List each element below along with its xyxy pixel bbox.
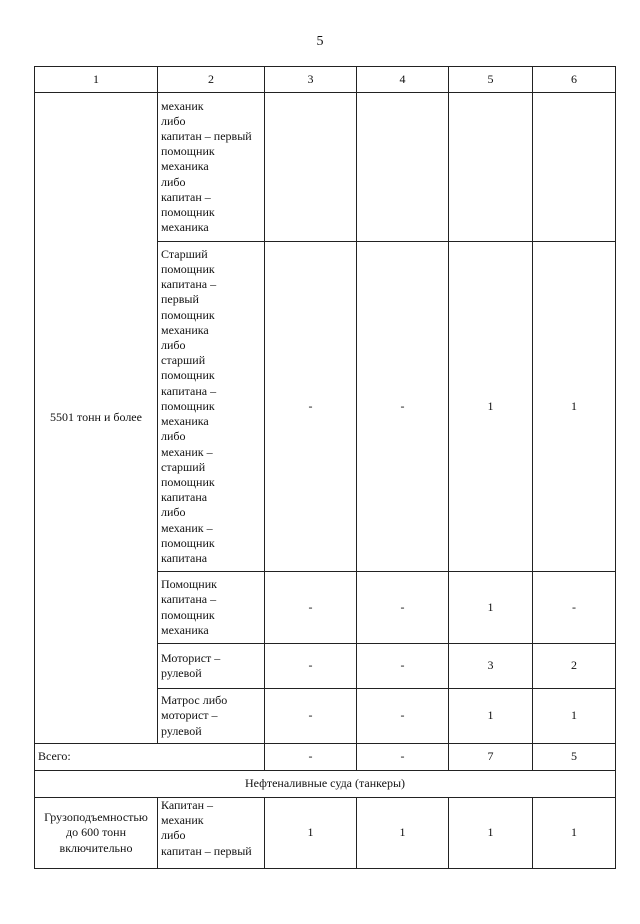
position-line: механик – <box>161 520 213 535</box>
position-line: механика <box>161 220 209 235</box>
position-line: механика <box>161 622 209 637</box>
value-cell: - <box>357 644 449 689</box>
position-line: капитан – <box>161 189 211 204</box>
position-line: помощник <box>161 474 215 489</box>
group-label-line: до 600 тонн <box>65 825 127 840</box>
section-heading-row <box>35 771 616 798</box>
position-cell <box>158 689 265 744</box>
position-line: либо <box>161 113 186 128</box>
position-line: капитана – <box>161 592 217 607</box>
total-value: - <box>265 744 357 771</box>
position-line: капитана – <box>161 383 217 398</box>
position-line: механика <box>161 322 209 337</box>
position-cell <box>158 93 265 242</box>
column-header: 1 <box>35 67 158 93</box>
total-label: Всего: <box>35 744 265 771</box>
position-cell <box>158 644 265 689</box>
value-cell: - <box>265 242 357 572</box>
value-cell: - <box>533 572 616 644</box>
group-label-line: включительно <box>59 840 133 855</box>
position-line: помощник <box>161 368 215 383</box>
value-cell: 1 <box>357 798 449 869</box>
total-value: 7 <box>449 744 533 771</box>
position-line: Капитан – <box>161 798 213 812</box>
value-cell: 1 <box>449 798 533 869</box>
position-line: рулевой <box>161 666 202 680</box>
position-line: старший <box>161 353 206 368</box>
value-cell: - <box>357 572 449 644</box>
value-cell: 1 <box>449 242 533 572</box>
position-line: помощник <box>161 398 215 413</box>
position-line: Помощник <box>161 577 217 592</box>
column-header: 2 <box>158 67 265 93</box>
crew-table <box>34 66 616 869</box>
position-line: либо <box>161 505 186 520</box>
column-header: 6 <box>533 67 616 93</box>
position-cell <box>158 242 265 572</box>
value-cell: 1 <box>533 242 616 572</box>
group-label-line: Грузоподъемностью <box>44 810 148 825</box>
value-cell: - <box>357 242 449 572</box>
position-line: первый <box>161 292 199 307</box>
section-heading: Нефтеналивные суда (танкеры) <box>35 771 616 798</box>
position-line: помощник <box>161 307 215 322</box>
value-cell <box>265 93 357 242</box>
column-header: 5 <box>449 67 533 93</box>
position-line: помощник <box>161 607 215 622</box>
position-line: либо <box>161 174 186 189</box>
value-cell <box>449 93 533 242</box>
value-cell: 2 <box>533 644 616 689</box>
position-line: помощник <box>161 144 215 159</box>
position-line: механика <box>161 159 209 174</box>
position-line: капитан – первый <box>161 128 252 143</box>
position-line: Матрос либо <box>161 693 228 708</box>
position-line: помощник <box>161 535 215 550</box>
column-header: 4 <box>357 67 449 93</box>
position-line: механик – <box>161 444 213 459</box>
position-line: помощник <box>161 262 215 277</box>
table-row <box>35 93 616 242</box>
position-line: либо <box>161 429 186 444</box>
position-cell <box>158 798 265 869</box>
value-cell: - <box>357 689 449 744</box>
position-line: механик <box>161 813 204 828</box>
total-value: - <box>357 744 449 771</box>
total-value: 5 <box>533 744 616 771</box>
total-row <box>35 744 616 771</box>
position-line: рулевой <box>161 723 202 738</box>
column-header: 3 <box>265 67 357 93</box>
group-label-cell <box>35 798 158 869</box>
position-line: механика <box>161 414 209 429</box>
value-cell: - <box>265 572 357 644</box>
value-cell: 1 <box>533 689 616 744</box>
position-line: либо <box>161 338 186 353</box>
position-cell <box>158 572 265 644</box>
value-cell <box>357 93 449 242</box>
position-line: помощник <box>161 205 215 219</box>
value-cell: 1 <box>265 798 357 869</box>
position-line: Старший <box>161 246 208 261</box>
value-cell: 1 <box>533 798 616 869</box>
position-line: капитан – первый <box>161 843 252 858</box>
position-line: капитана <box>161 550 208 565</box>
value-cell: - <box>265 644 357 689</box>
value-cell: 1 <box>449 572 533 644</box>
group-label-cell: 5501 тонн и более <box>35 93 158 744</box>
position-line: капитана – <box>161 277 217 292</box>
table-row <box>35 798 616 869</box>
position-line: Моторист – <box>161 650 221 665</box>
value-cell <box>533 93 616 242</box>
value-cell: - <box>265 689 357 744</box>
value-cell: 1 <box>449 689 533 744</box>
header-row <box>35 67 616 93</box>
position-line: старший <box>161 459 206 474</box>
position-line: механик <box>161 98 204 113</box>
position-line: либо <box>161 828 186 843</box>
value-cell: 3 <box>449 644 533 689</box>
page-number: 5 <box>316 34 324 49</box>
position-line: капитана <box>161 490 208 505</box>
position-line: моторист – <box>161 708 218 723</box>
